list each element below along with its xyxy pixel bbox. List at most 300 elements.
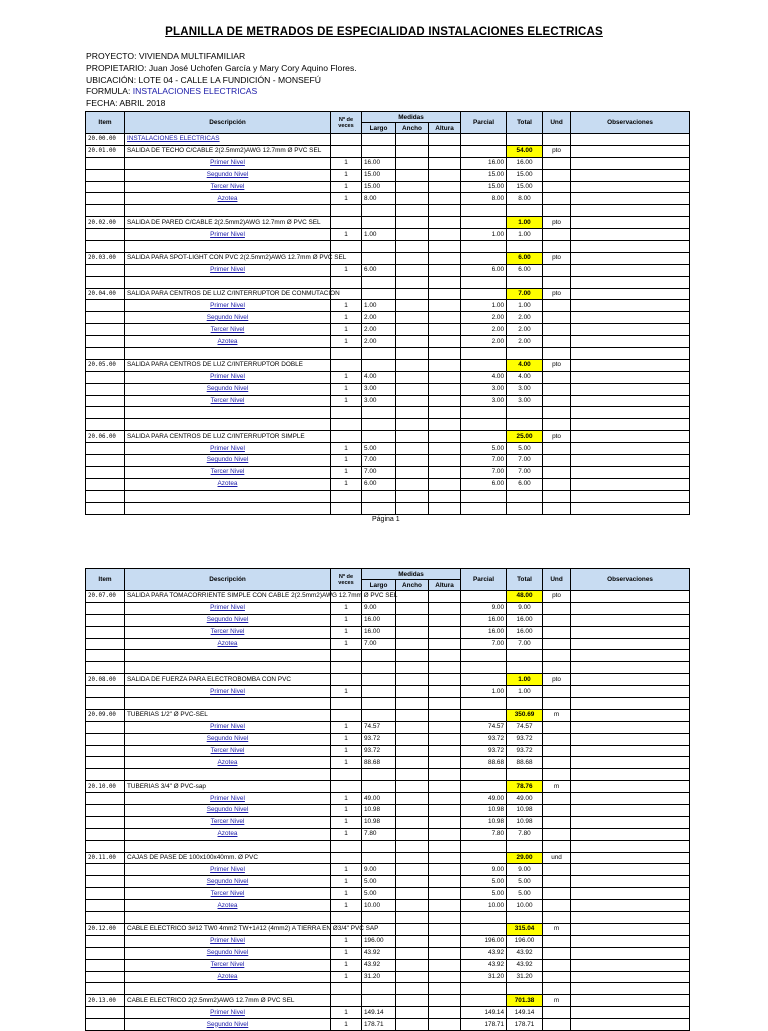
item-total: 54.00 xyxy=(507,145,543,157)
cell-ancho xyxy=(396,336,429,348)
level-link[interactable]: Primer Nivel xyxy=(210,373,245,381)
cell-und xyxy=(543,336,571,348)
cell-und xyxy=(543,300,571,312)
cell-altura xyxy=(429,359,461,371)
level-total: 5.00 xyxy=(507,876,543,888)
item-total: 4.00 xyxy=(507,359,543,371)
item-row xyxy=(86,709,690,721)
level-link[interactable]: Primer Nivel xyxy=(210,794,245,802)
cell-item xyxy=(86,443,125,455)
level-veces: 1 xyxy=(331,900,362,912)
cell-veces xyxy=(331,241,362,253)
cell-und xyxy=(543,805,571,817)
cell-und xyxy=(543,443,571,455)
cell-total xyxy=(507,912,543,924)
cell-observaciones xyxy=(571,145,690,157)
level-largo: 8.00 xyxy=(362,193,396,205)
cell-altura xyxy=(429,443,461,455)
level-total: 2.00 xyxy=(507,324,543,336)
level-parcial: 7.00 xyxy=(461,455,507,467)
cell-total xyxy=(507,241,543,253)
level-row xyxy=(86,264,690,276)
level-veces: 1 xyxy=(331,312,362,324)
cell-altura xyxy=(429,1019,461,1031)
cell-ancho xyxy=(396,348,429,360)
cell-observaciones xyxy=(571,591,690,603)
level-link[interactable]: Primer Nivel xyxy=(210,865,245,873)
cell-observaciones xyxy=(571,241,690,253)
cell-item xyxy=(86,169,125,181)
cell-ancho xyxy=(396,781,429,793)
cell-ancho xyxy=(396,455,429,467)
cell-und xyxy=(543,383,571,395)
cell-item xyxy=(86,745,125,757)
level-link[interactable]: Primer Nivel xyxy=(210,937,245,945)
cell-ancho xyxy=(396,852,429,864)
level-link[interactable]: Segundo Nivel xyxy=(206,1020,249,1028)
level-link[interactable]: Azotea xyxy=(217,972,238,980)
level-link[interactable]: Primer Nivel xyxy=(210,266,245,274)
cell-total xyxy=(507,650,543,662)
level-total: 49.00 xyxy=(507,793,543,805)
level-link[interactable]: Azotea xyxy=(217,640,238,647)
propietario-line: PROPIETARIO: Juan José Uchofen García y Mary Cory Aquino Flores. xyxy=(86,62,357,73)
cell-veces xyxy=(331,502,362,514)
item-description-text: SALIDA DE FUERZA PARA ELECTROBOMBA CON PVC xyxy=(127,675,291,683)
cell-observaciones xyxy=(571,912,690,924)
level-link[interactable]: Primer Nivel xyxy=(210,159,245,167)
cell-altura xyxy=(429,478,461,490)
cell-veces xyxy=(331,698,362,710)
cell-observaciones xyxy=(571,431,690,443)
cell-und xyxy=(543,840,571,852)
item-total: 1.00 xyxy=(507,674,543,686)
level-row xyxy=(86,336,690,348)
cell-parcial xyxy=(461,205,507,217)
level-row xyxy=(86,793,690,805)
cell-item xyxy=(86,757,125,769)
cell-parcial xyxy=(461,217,507,229)
cell-und xyxy=(543,733,571,745)
cell-largo xyxy=(362,134,396,146)
level-total: 43.92 xyxy=(507,959,543,971)
level-largo: 49.00 xyxy=(362,793,396,805)
cell-parcial xyxy=(461,591,507,603)
col-item-header: Item xyxy=(86,112,125,134)
level-veces: 1 xyxy=(331,336,362,348)
level-row xyxy=(86,193,690,205)
level-total: 31.20 xyxy=(507,971,543,983)
cell-parcial xyxy=(461,923,507,935)
level-total: 7.80 xyxy=(507,828,543,840)
level-total: 93.72 xyxy=(507,745,543,757)
cell-item xyxy=(86,638,125,650)
level-link[interactable]: Tercer Nivel xyxy=(210,818,245,826)
project-info xyxy=(86,51,357,110)
cell-descripcion xyxy=(125,662,331,674)
cell-altura xyxy=(429,650,461,662)
level-largo: 7.00 xyxy=(362,466,396,478)
item-description-text: SALIDA PARA CENTROS DE LUZ C/INTERRUPTOR DOBLE xyxy=(127,361,303,369)
level-link[interactable]: Tercer Nivel xyxy=(210,397,245,405)
col-veces-header xyxy=(331,112,362,134)
level-largo: 5.00 xyxy=(362,443,396,455)
cell-altura xyxy=(429,638,461,650)
item-total: 6.00 xyxy=(507,252,543,264)
cell-largo xyxy=(362,698,396,710)
level-parcial: 49.00 xyxy=(461,793,507,805)
metrados-table-page-1 xyxy=(85,111,690,515)
item-row xyxy=(86,359,690,371)
cell-ancho xyxy=(396,745,429,757)
cell-ancho xyxy=(396,721,429,733)
level-total: 7.00 xyxy=(507,455,543,467)
cell-observaciones xyxy=(571,407,690,419)
level-total: 5.00 xyxy=(507,888,543,900)
col-altura-header: Altura xyxy=(429,580,461,591)
cell-observaciones xyxy=(571,638,690,650)
level-link[interactable]: Tercer Nivel xyxy=(210,325,245,333)
cell-observaciones xyxy=(571,876,690,888)
level-largo: 3.00 xyxy=(362,395,396,407)
cell-largo xyxy=(362,781,396,793)
item-unit: pto xyxy=(543,217,571,229)
level-veces: 1 xyxy=(331,455,362,467)
level-largo xyxy=(362,686,396,698)
level-veces: 1 xyxy=(331,733,362,745)
cell-und xyxy=(543,662,571,674)
item-description xyxy=(125,995,331,1007)
cell-observaciones xyxy=(571,324,690,336)
cell-largo xyxy=(362,217,396,229)
cell-altura xyxy=(429,828,461,840)
level-veces: 1 xyxy=(331,971,362,983)
level-link[interactable]: Segundo Nivel xyxy=(206,735,249,743)
cell-observaciones xyxy=(571,205,690,217)
cell-altura xyxy=(429,276,461,288)
cell-largo xyxy=(362,650,396,662)
cell-ancho xyxy=(396,591,429,603)
col-veces-header xyxy=(331,569,362,591)
level-row xyxy=(86,300,690,312)
level-link[interactable]: Segundo Nivel xyxy=(206,616,249,624)
cell-item xyxy=(86,959,125,971)
level-parcial: 31.20 xyxy=(461,971,507,983)
cell-veces xyxy=(331,431,362,443)
cell-veces xyxy=(331,781,362,793)
item-row xyxy=(86,145,690,157)
cell-item xyxy=(86,264,125,276)
cell-item xyxy=(86,864,125,876)
cell-ancho xyxy=(396,134,429,146)
cell-item xyxy=(86,205,125,217)
cell-largo xyxy=(362,407,396,419)
cell-observaciones xyxy=(571,348,690,360)
item-total: 1.00 xyxy=(507,217,543,229)
cell-ancho xyxy=(396,733,429,745)
cell-altura xyxy=(429,852,461,864)
item-code: 20.04.00 xyxy=(86,288,125,300)
level-link[interactable]: Azotea xyxy=(217,480,238,488)
cell-veces xyxy=(331,650,362,662)
level-row xyxy=(86,478,690,490)
cell-observaciones xyxy=(571,947,690,959)
level-total: 15.00 xyxy=(507,169,543,181)
cell-ancho xyxy=(396,614,429,626)
level-row xyxy=(86,443,690,455)
level-row xyxy=(86,828,690,840)
cell-observaciones xyxy=(571,312,690,324)
cell-observaciones xyxy=(571,935,690,947)
level-total: 93.72 xyxy=(507,733,543,745)
formula-label: FORMULA: xyxy=(86,86,133,97)
cell-altura xyxy=(429,686,461,698)
cell-altura xyxy=(429,407,461,419)
cell-item xyxy=(86,876,125,888)
cell-ancho xyxy=(396,157,429,169)
cell-altura xyxy=(429,193,461,205)
level-veces: 1 xyxy=(331,959,362,971)
level-link[interactable]: Tercer Nivel xyxy=(210,889,245,897)
level-parcial: 5.00 xyxy=(461,876,507,888)
level-largo: 6.00 xyxy=(362,478,396,490)
level-name xyxy=(125,264,331,276)
cell-und xyxy=(543,1019,571,1031)
level-parcial: 43.92 xyxy=(461,947,507,959)
level-parcial: 15.00 xyxy=(461,181,507,193)
cell-observaciones xyxy=(571,781,690,793)
level-name xyxy=(125,721,331,733)
cell-und xyxy=(543,324,571,336)
level-row xyxy=(86,959,690,971)
cell-parcial xyxy=(461,983,507,995)
cell-ancho xyxy=(396,217,429,229)
cell-largo xyxy=(362,288,396,300)
level-link[interactable]: Azotea xyxy=(217,758,238,766)
level-link[interactable]: Segundo Nivel xyxy=(206,456,249,464)
cell-total xyxy=(507,698,543,710)
level-link[interactable]: Segundo Nivel xyxy=(206,171,249,179)
cell-altura xyxy=(429,709,461,721)
level-parcial: 74.57 xyxy=(461,721,507,733)
level-link[interactable]: Azotea xyxy=(217,830,238,838)
item-code: 20.08.00 xyxy=(86,674,125,686)
section-row xyxy=(86,134,690,146)
item-description-text: SALIDA DE TECHO C/CABLE 2(2.5mm2)AWG 12.7mm Ø PVC SEL xyxy=(127,147,322,155)
cell-item xyxy=(86,324,125,336)
level-total: 10.98 xyxy=(507,816,543,828)
cell-ancho xyxy=(396,876,429,888)
level-largo: 5.00 xyxy=(362,876,396,888)
cell-observaciones xyxy=(571,614,690,626)
cell-observaciones xyxy=(571,419,690,431)
cell-parcial xyxy=(461,241,507,253)
level-total: 149.14 xyxy=(507,1007,543,1019)
cell-descripcion xyxy=(125,769,331,781)
level-parcial: 88.68 xyxy=(461,757,507,769)
level-total: 9.00 xyxy=(507,602,543,614)
item-row xyxy=(86,217,690,229)
level-link[interactable]: Tercer Nivel xyxy=(210,183,245,190)
cell-ancho xyxy=(396,431,429,443)
level-name xyxy=(125,816,331,828)
cell-altura xyxy=(429,602,461,614)
cell-parcial xyxy=(461,348,507,360)
level-link[interactable]: Azotea xyxy=(217,337,238,345)
cell-und xyxy=(543,455,571,467)
cell-observaciones xyxy=(571,662,690,674)
level-largo: 178.71 xyxy=(362,1019,396,1031)
section-title-text[interactable]: INSTALACIONES ELECTRICAS xyxy=(127,135,220,143)
level-row xyxy=(86,745,690,757)
level-name xyxy=(125,466,331,478)
item-description xyxy=(125,359,331,371)
cell-observaciones xyxy=(571,288,690,300)
level-link[interactable]: Primer Nivel xyxy=(210,1008,245,1016)
cell-largo xyxy=(362,709,396,721)
cell-altura xyxy=(429,371,461,383)
item-unit: m xyxy=(543,995,571,1007)
cell-ancho xyxy=(396,300,429,312)
cell-altura xyxy=(429,983,461,995)
level-link[interactable]: Tercer Nivel xyxy=(210,961,245,969)
level-link[interactable]: Segundo Nivel xyxy=(206,877,249,885)
level-link[interactable]: Azotea xyxy=(217,901,238,909)
cell-item xyxy=(86,935,125,947)
cell-veces xyxy=(331,276,362,288)
level-link[interactable]: Segundo Nivel xyxy=(206,949,249,957)
col-ancho-header: Ancho xyxy=(396,123,429,134)
cell-item xyxy=(86,769,125,781)
cell-und xyxy=(543,828,571,840)
level-total: 10.98 xyxy=(507,805,543,817)
cell-ancho xyxy=(396,828,429,840)
table-body xyxy=(86,591,690,1031)
level-total: 6.00 xyxy=(507,264,543,276)
cell-altura xyxy=(429,157,461,169)
blank-row xyxy=(86,205,690,217)
item-row xyxy=(86,852,690,864)
level-name xyxy=(125,626,331,638)
cell-und xyxy=(543,912,571,924)
cell-observaciones xyxy=(571,193,690,205)
level-link[interactable]: Tercer Nivel xyxy=(210,468,245,476)
cell-und xyxy=(543,757,571,769)
level-total: 16.00 xyxy=(507,614,543,626)
cell-ancho xyxy=(396,912,429,924)
cell-und xyxy=(543,169,571,181)
level-veces: 1 xyxy=(331,443,362,455)
cell-descripcion xyxy=(125,419,331,431)
level-parcial: 7.00 xyxy=(461,638,507,650)
level-parcial: 10.98 xyxy=(461,816,507,828)
cell-observaciones xyxy=(571,602,690,614)
level-link[interactable]: Tercer Nivel xyxy=(210,628,245,636)
cell-altura xyxy=(429,169,461,181)
cell-ancho xyxy=(396,638,429,650)
cell-descripcion xyxy=(125,698,331,710)
cell-parcial xyxy=(461,840,507,852)
level-name xyxy=(125,371,331,383)
level-row xyxy=(86,614,690,626)
item-code: 20.05.00 xyxy=(86,359,125,371)
cell-ancho xyxy=(396,383,429,395)
level-link[interactable]: Primer Nivel xyxy=(210,687,245,695)
level-row xyxy=(86,1019,690,1031)
level-link[interactable]: Segundo Nivel xyxy=(206,313,249,321)
item-total: 29.00 xyxy=(507,852,543,864)
col-und-header: Und xyxy=(543,569,571,591)
cell-observaciones xyxy=(571,721,690,733)
level-largo: 2.00 xyxy=(362,324,396,336)
cell-und xyxy=(543,650,571,662)
cell-observaciones xyxy=(571,840,690,852)
level-link[interactable]: Primer Nivel xyxy=(210,301,245,309)
cell-item xyxy=(86,650,125,662)
cell-und xyxy=(543,983,571,995)
cell-descripcion xyxy=(125,983,331,995)
level-link[interactable]: Tercer Nivel xyxy=(210,747,245,755)
level-link[interactable]: Primer Nivel xyxy=(210,604,245,612)
item-code: 20.12.00 xyxy=(86,923,125,935)
col-parcial-header: Parcial xyxy=(461,112,507,134)
level-parcial: 6.00 xyxy=(461,264,507,276)
cell-ancho xyxy=(396,805,429,817)
level-veces: 1 xyxy=(331,300,362,312)
level-link[interactable]: Primer Nivel xyxy=(210,444,245,452)
cell-und xyxy=(543,638,571,650)
col-medidas-header: Medidas xyxy=(362,569,461,580)
level-row xyxy=(86,686,690,698)
cell-total xyxy=(507,348,543,360)
cell-altura xyxy=(429,816,461,828)
cell-ancho xyxy=(396,995,429,1007)
level-largo: 43.92 xyxy=(362,959,396,971)
level-name xyxy=(125,336,331,348)
level-parcial: 4.00 xyxy=(461,371,507,383)
level-link[interactable]: Segundo Nivel xyxy=(206,385,249,393)
blank-row xyxy=(86,912,690,924)
item-description xyxy=(125,709,331,721)
level-largo: 93.72 xyxy=(362,745,396,757)
cell-item xyxy=(86,276,125,288)
cell-altura xyxy=(429,455,461,467)
cell-observaciones xyxy=(571,698,690,710)
level-row xyxy=(86,371,690,383)
level-veces: 1 xyxy=(331,876,362,888)
cell-ancho xyxy=(396,276,429,288)
level-name xyxy=(125,733,331,745)
cell-parcial xyxy=(461,145,507,157)
cell-und xyxy=(543,793,571,805)
cell-observaciones xyxy=(571,455,690,467)
level-parcial: 16.00 xyxy=(461,626,507,638)
level-link[interactable]: Primer Nivel xyxy=(210,723,245,731)
level-veces: 1 xyxy=(331,805,362,817)
level-row xyxy=(86,876,690,888)
cell-observaciones xyxy=(571,650,690,662)
item-code: 20.09.00 xyxy=(86,709,125,721)
cell-item xyxy=(86,157,125,169)
level-link[interactable]: Segundo Nivel xyxy=(206,806,249,814)
level-link[interactable]: Azotea xyxy=(217,194,238,202)
cell-observaciones xyxy=(571,395,690,407)
cell-und xyxy=(543,900,571,912)
cell-item xyxy=(86,971,125,983)
cell-item xyxy=(86,407,125,419)
item-row xyxy=(86,288,690,300)
level-link[interactable]: Primer Nivel xyxy=(210,230,245,238)
